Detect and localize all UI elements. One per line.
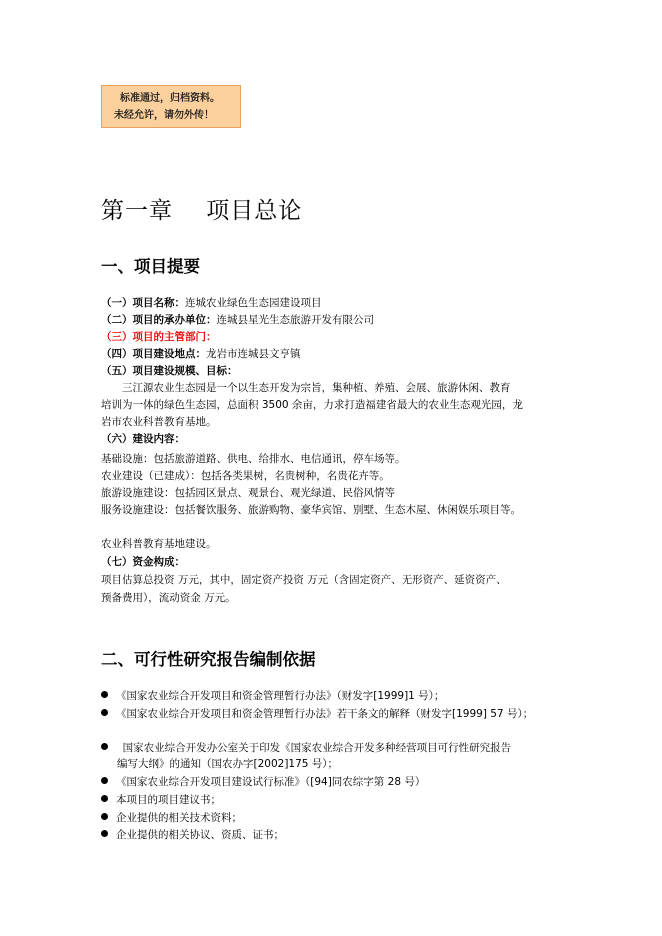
basis-bullet-2 — [101, 707, 533, 721]
item-4-label: （四）项目建设地点： — [101, 348, 206, 360]
bullet-dot-icon — [101, 795, 108, 802]
notice-line-2: 未经允许，请勿外传！ — [114, 110, 214, 121]
bullet-dot-icon — [101, 743, 108, 750]
item-5-paragraph-line-2: 培训为一体的绿色生态园，总面积 3500 余亩，力求打造福建省最大的农业生态观光园，龙 — [101, 399, 523, 411]
basis-bullet-3 — [101, 741, 511, 755]
item-5-label: （五）项目建设规模、目标： — [101, 365, 238, 377]
item-2-label: （二）项目的承办单位： — [101, 314, 217, 326]
bullet-dot-icon — [101, 813, 108, 820]
item-5-paragraph-line-1: 三江源农业生态园是一个以生态开发为宗旨，集种植、养殖、会展、旅游休闲、教育 — [122, 382, 511, 394]
basis-text: 企业提供的相关技术资料； — [116, 812, 242, 824]
item-1-label: （一）项目名称： — [101, 297, 185, 309]
bullet-dot-icon — [101, 691, 108, 698]
basis-text: 《国家农业综合开发项目和资金管理暂行办法》（财发字[1999]1 号）； — [116, 690, 445, 702]
item-6-label: （六）建设内容： — [101, 433, 185, 445]
item-2-value: 连城县星光生态旅游开发有限公司 — [216, 314, 374, 326]
basis-bullet-5 — [101, 793, 221, 807]
basis-bullet-1 — [101, 689, 444, 703]
basis-text: 企业提供的相关协议、资质、证书； — [116, 829, 284, 841]
basis-text: 国家农业综合开发办公室关于印发《国家农业综合开发多种经营项目可行性研究报告 — [116, 742, 512, 754]
item-5-paragraph-line-3: 岩市农业科普教育基地。 — [101, 416, 217, 428]
basis-bullet-4 — [101, 775, 425, 789]
basis-text: 《国家农业综合开发项目和资金管理暂行办法》若干条文的解释（财发字[1999] 57 号）； — [116, 708, 534, 720]
item-6-line-1: 基础设施：包括旅游道路、供电、给排水、电信通讯，停车场等。 — [101, 453, 406, 465]
basis-bullet-3-continuation: 编写大纲》的通知（国农办字[2002]175 号）； — [117, 758, 339, 770]
item-6-line-2: 农业建设（已建成）：包括各类果树，名贵树种，名贵花卉等。 — [101, 470, 390, 482]
basis-bullet-6 — [101, 811, 242, 825]
item-2-line — [101, 313, 374, 327]
item-6-line-4: 服务设施建设：包括餐饮服务、旅游购物、豪华宾馆、别墅、生态木屋、休闲娱乐项目等。 — [101, 504, 521, 516]
bullet-dot-icon — [101, 777, 108, 784]
section-1-heading: 一、项目提要 — [101, 257, 200, 276]
bullet-dot-icon — [101, 830, 108, 837]
chapter-title: 第一章 项目总论 — [101, 198, 303, 224]
confidential-notice-box — [101, 85, 241, 128]
basis-text: 《国家农业综合开发项目建设试行标准》（[94]同农综字第 28 号） — [116, 776, 426, 788]
item-1-value: 连城农业绿色生态园建设项目 — [185, 297, 322, 309]
item-6-line-5: 农业科普教育基地建设。 — [101, 538, 217, 550]
item-1-line — [101, 296, 322, 310]
item-6-line-3: 旅游设施建设：包括园区景点、观景台、观光绿道、民俗风情等 — [101, 487, 395, 499]
item-7-label: （七）资金构成： — [101, 556, 185, 568]
item-4-line — [101, 347, 301, 361]
basis-text: 本项目的项目建议书； — [116, 794, 221, 806]
basis-bullet-7 — [101, 828, 284, 842]
notice-line-1: 标准通过，归档资料。 — [120, 93, 220, 104]
section-2-heading: 二、可行性研究报告编制依据 — [101, 650, 316, 669]
item-4-value: 龙岩市连城县文亨镇 — [206, 348, 301, 360]
bullet-dot-icon — [101, 709, 108, 716]
item-7-line-1: 项目估算总投资 万元，其中，固定资产投资 万元（含固定资产、无形资产、延资资产、 — [101, 574, 507, 586]
item-3-label: （三）项目的主管部门： — [101, 331, 217, 343]
item-7-line-2: 预备费用），流动资金 万元。 — [101, 592, 236, 604]
